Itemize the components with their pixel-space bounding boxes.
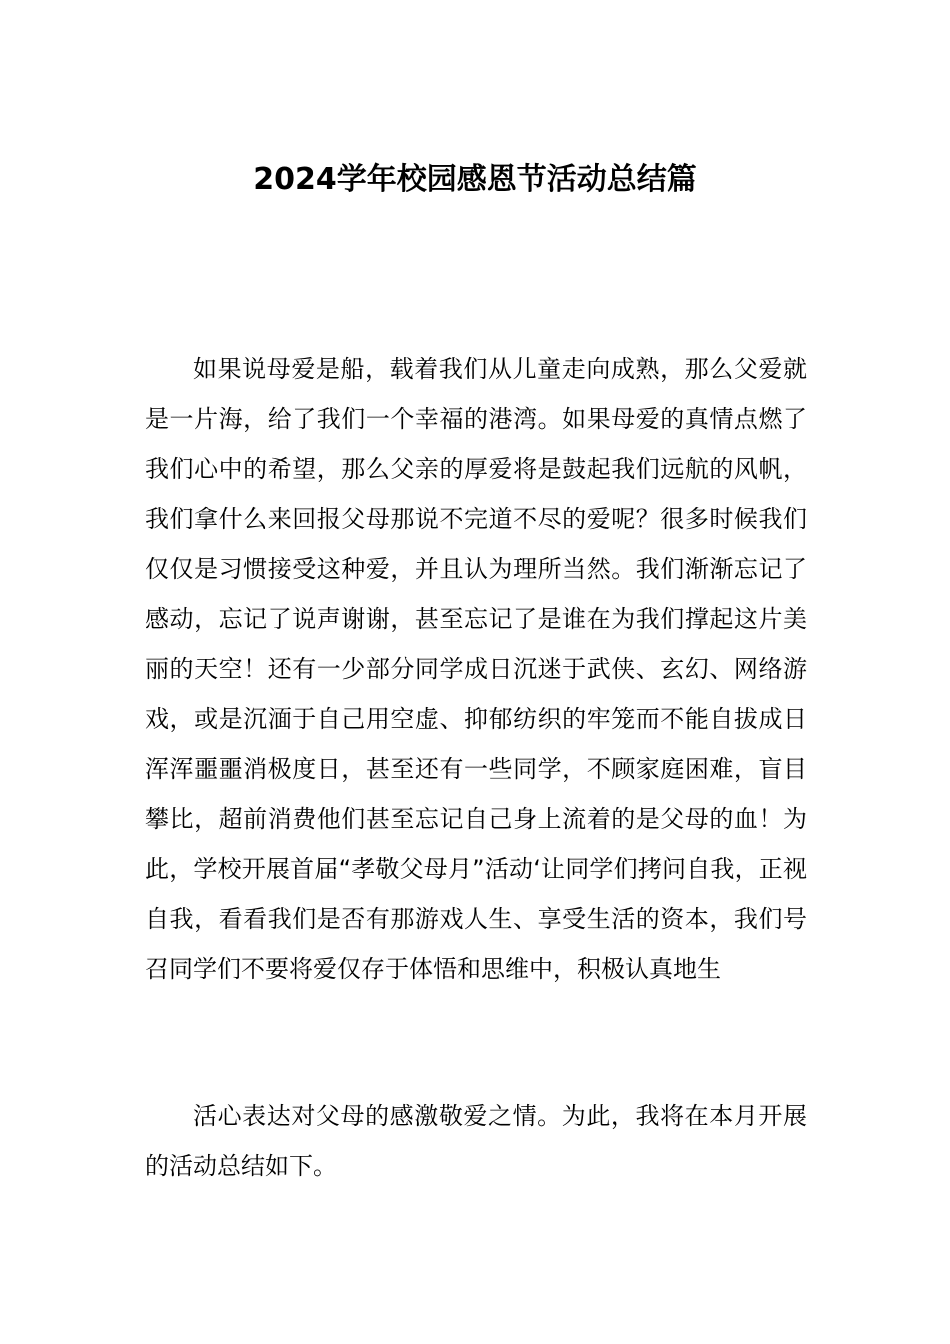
document-title: 2024学年校园感恩节活动总结篇: [253, 162, 697, 197]
body-paragraph-2: 活心表达对父母的感激敬爱之情。为此，我将在本月开展的活动总结如下。: [145, 1102, 807, 1180]
body-paragraph-1: 如果说母爱是船，载着我们从儿童走向成熟，那么父爱就是一片海，给了我们一个幸福的港湾。如果母爱的真情点燃了我们心中的希望，那么父亲的厚爱将是鼓起我们远航的风帆，我们拿什么来回报父母那说不完道不尽的爱呢？很多时候我们仅仅是习惯接受这种爱，并且认为理所当然。我们渐渐忘记了感动，忘记了说声谢谢，甚至忘记了是谁在为我们撑起这片美丽的天空！还有一少部分同学成日沉迷于武侠、玄幻、网络游戏，或是沉湎于自己用空虚、抑郁纺织的牢笼而不能自拔成日浑浑噩噩消极度日，甚至还有一些同学，不顾家庭困难，盲目攀比，超前消费他们甚至忘记自己身上流着的是父母的血！为此，学校开展首届“孝敬父母月”活动‘让同学们拷问自我，正视自我，看看我们是否有那游戏人生、享受生活的资本，我们号召同学们不要将爱仅存于体悟和思维中，积极认真地生: [145, 355, 807, 983]
